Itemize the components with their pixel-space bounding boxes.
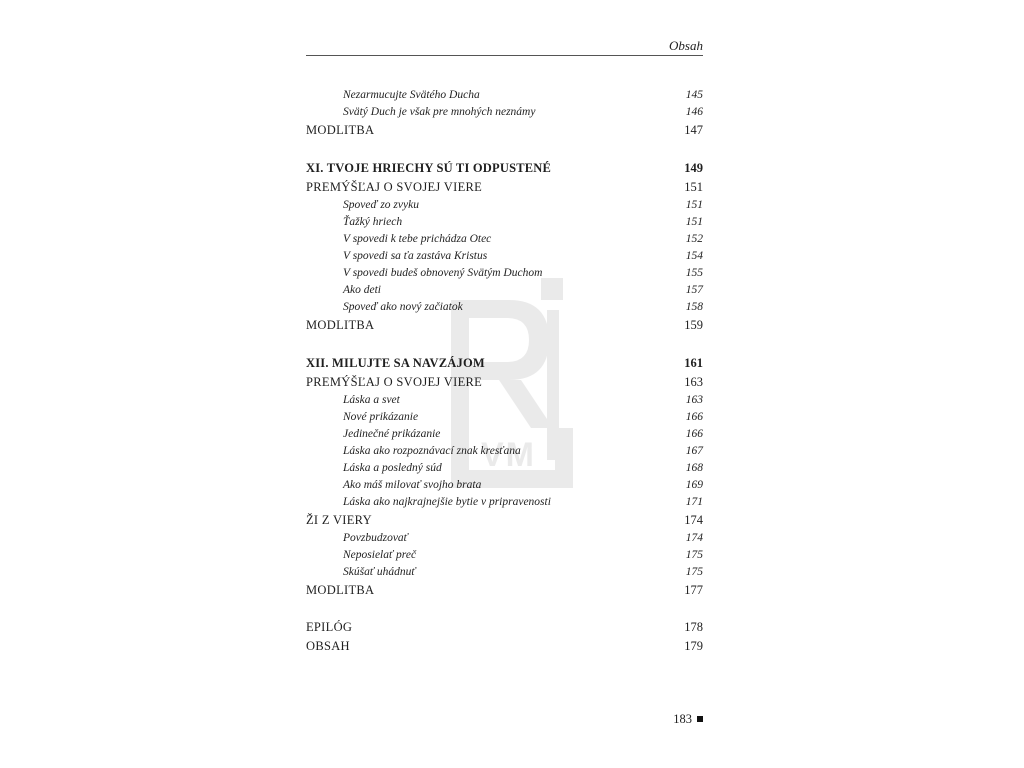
toc-entry-page: 163 — [685, 394, 703, 406]
toc-entry-page: 159 — [684, 318, 703, 332]
toc-entry-page: 168 — [685, 462, 703, 474]
toc-entry-page: 145 — [685, 89, 703, 101]
chapter-title: XII. MILUJTE SA NAVZÁJOM — [306, 356, 485, 370]
toc-entry-page: 177 — [684, 583, 703, 597]
toc-entry — [306, 426, 703, 443]
toc-entry-page: 167 — [685, 445, 703, 457]
square-bullet-icon — [697, 716, 703, 722]
toc-entry-page: 152 — [685, 233, 703, 245]
toc-entry-page: 179 — [684, 639, 703, 653]
toc-entry-page: 174 — [685, 532, 703, 544]
toc-entry — [306, 530, 703, 547]
toc-entry-page: 147 — [684, 123, 703, 137]
toc-entry-page: 158 — [685, 301, 703, 313]
toc-entry — [306, 248, 703, 265]
toc-entry-title: OBSAH — [306, 639, 350, 653]
toc-entry-page: 178 — [684, 620, 703, 634]
toc-entry-title: Ťažký hriech — [343, 216, 403, 228]
toc-entry-title: ŽI Z VIERY — [306, 513, 372, 527]
toc-entry-page: 151 — [685, 216, 703, 228]
toc-entry-title: PREMÝŠĽAJ O SVOJEJ VIERE — [306, 180, 483, 194]
running-head: Obsah — [669, 38, 703, 53]
toc-entry — [306, 214, 703, 231]
toc-entry-title: Láska ako najkrajnejšie bytie v pripravenosti — [343, 496, 551, 508]
toc-entry-page: 163 — [684, 375, 703, 389]
toc-entry — [306, 460, 703, 477]
toc-entry-page: 175 — [685, 549, 703, 561]
header-rule — [306, 55, 703, 56]
toc-entry-page: 154 — [685, 250, 703, 262]
toc-section-entry — [306, 637, 703, 656]
toc-entry-title: Povzbudzovať — [343, 532, 408, 544]
chapter-page: 161 — [684, 356, 703, 370]
toc-entry-title: V spovedi budeš obnovený Svätým Duchom — [343, 267, 543, 279]
toc-entry-page: 166 — [685, 411, 703, 423]
toc-entry — [306, 477, 703, 494]
toc-entry — [306, 392, 703, 409]
toc-entry — [306, 282, 703, 299]
toc-section-entry — [306, 316, 703, 335]
toc-entry-page: 151 — [685, 199, 703, 211]
toc-entry — [306, 564, 703, 581]
toc-entry-title: V spovedi sa ťa zastáva Kristus — [343, 250, 488, 262]
toc-entry-page: 151 — [684, 180, 703, 194]
toc-entry-title: MODLITBA — [306, 583, 375, 597]
toc-entry — [306, 231, 703, 248]
toc-entry-title: Ako deti — [343, 284, 381, 296]
toc-entry — [306, 547, 703, 564]
toc-entry — [306, 409, 703, 426]
toc-entry-title: EPILÓG — [306, 620, 353, 634]
toc-entry-title: Nezarmucujte Svätého Ducha — [343, 89, 480, 101]
toc-entry-page: 175 — [685, 566, 703, 578]
table-of-contents — [306, 87, 703, 656]
toc-chapter-heading — [306, 353, 703, 373]
toc-entry-page: 155 — [685, 267, 703, 279]
toc-entry-title: Nové prikázanie — [343, 411, 419, 423]
toc-section-entry — [306, 121, 703, 140]
chapter-title: XI. TVOJE HRIECHY SÚ TI ODPUSTENÉ — [306, 161, 552, 175]
toc-entry — [306, 443, 703, 460]
toc-entry-title: Svätý Duch je však pre mnohých neznámy — [343, 106, 536, 118]
toc-section-entry — [306, 178, 703, 197]
folio-number: 183 — [673, 712, 692, 726]
toc-section-entry — [306, 373, 703, 392]
toc-entry-page: 171 — [685, 496, 703, 508]
toc-entry-page: 146 — [685, 106, 703, 118]
toc-entry — [306, 197, 703, 214]
toc-chapter-heading — [306, 158, 703, 178]
toc-entry-page: 157 — [685, 284, 703, 296]
page-number-footer — [600, 712, 703, 727]
toc-section-entry — [306, 618, 703, 637]
toc-entry-title: Láska a posledný súd — [343, 462, 442, 474]
chapter-page: 149 — [684, 161, 703, 175]
toc-section-entry — [306, 581, 703, 600]
toc-entry-title: MODLITBA — [306, 318, 375, 332]
spacer — [306, 600, 703, 618]
toc-entry-title: MODLITBA — [306, 123, 375, 137]
toc-entry — [306, 265, 703, 282]
toc-section-entry — [306, 511, 703, 530]
spacer — [306, 335, 703, 353]
toc-entry-page: 174 — [684, 513, 703, 527]
toc-entry-title: Láska a svet — [343, 394, 400, 406]
toc-entry-title: Spoveď zo zvyku — [343, 199, 419, 211]
spacer — [306, 140, 703, 158]
toc-entry-page: 166 — [685, 428, 703, 440]
toc-entry — [306, 299, 703, 316]
toc-entry — [306, 104, 703, 121]
svg-text:VM: VM — [481, 436, 536, 474]
toc-entry-title: Jedinečné prikázanie — [343, 428, 441, 440]
toc-entry-title: Spoveď ako nový začiatok — [343, 301, 463, 313]
toc-entry-title: Ako máš milovať svojho brata — [343, 479, 482, 491]
toc-entry-title: V spovedi k tebe prichádza Otec — [343, 233, 492, 245]
toc-entry-title: Láska ako rozpoznávací znak kresťana — [343, 445, 521, 457]
toc-entry — [306, 494, 703, 511]
toc-entry-title: Skúšať uhádnuť — [343, 566, 416, 578]
toc-entry — [306, 87, 703, 104]
toc-entry-page: 169 — [685, 479, 703, 491]
toc-entry-title: PREMÝŠĽAJ O SVOJEJ VIERE — [306, 375, 483, 389]
toc-entry-title: Neposielať preč — [343, 549, 417, 561]
